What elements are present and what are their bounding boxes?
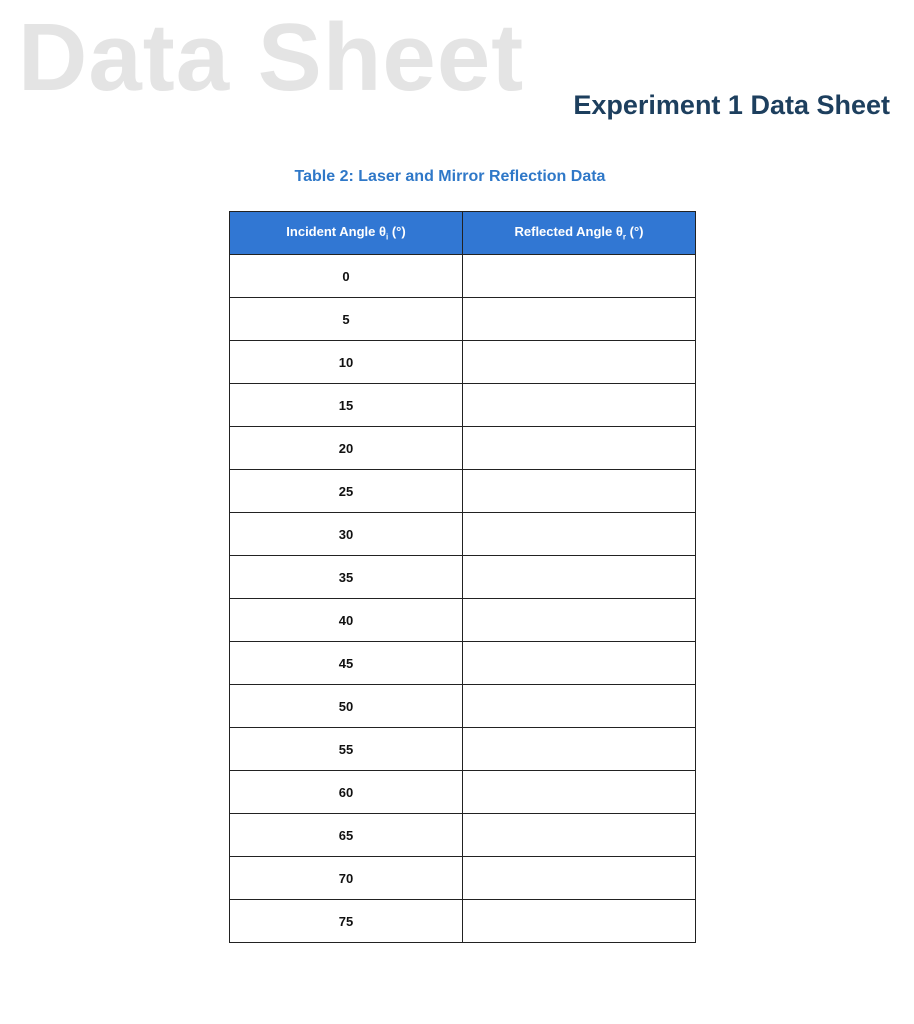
- reflected-angle-cell[interactable]: [463, 857, 696, 900]
- table-row: [230, 771, 696, 814]
- reflected-angle-cell[interactable]: [463, 556, 696, 599]
- incident-angle-cell: 40: [230, 599, 463, 642]
- reflected-angle-cell[interactable]: [463, 642, 696, 685]
- incident-angle-header: [230, 212, 463, 255]
- reflected-angle-cell[interactable]: [463, 384, 696, 427]
- incident-header-unit: (°): [388, 224, 406, 240]
- table-row: [230, 814, 696, 857]
- reflected-header-prefix: Reflected Angle θ: [514, 224, 623, 240]
- reflected-angle-cell[interactable]: [463, 771, 696, 814]
- incident-angle-cell: 30: [230, 513, 463, 556]
- incident-angle-cell: 75: [230, 900, 463, 943]
- reflected-angle-cell[interactable]: [463, 298, 696, 341]
- incident-angle-cell: 65: [230, 814, 463, 857]
- table-row: [230, 513, 696, 556]
- table-row: [230, 384, 696, 427]
- incident-angle-cell: 50: [230, 685, 463, 728]
- table-row: [230, 298, 696, 341]
- incident-angle-cell: 5: [230, 298, 463, 341]
- reflected-angle-cell[interactable]: [463, 470, 696, 513]
- reflected-angle-cell[interactable]: [463, 685, 696, 728]
- incident-angle-cell: 55: [230, 728, 463, 771]
- incident-angle-cell: 35: [230, 556, 463, 599]
- watermark-text: Data Sheet: [18, 4, 525, 111]
- incident-angle-cell: 20: [230, 427, 463, 470]
- page-title: Experiment 1 Data Sheet: [573, 90, 890, 120]
- incident-angle-cell: 60: [230, 771, 463, 814]
- incident-angle-cell: 25: [230, 470, 463, 513]
- reflected-header-subscript: r: [622, 232, 627, 242]
- incident-header-prefix: Incident Angle θ: [286, 224, 386, 240]
- reflected-angle-cell[interactable]: [463, 255, 696, 298]
- reflected-angle-cell[interactable]: [463, 427, 696, 470]
- table-row: [230, 255, 696, 298]
- reflected-angle-cell[interactable]: [463, 513, 696, 556]
- reflected-angle-cell[interactable]: [463, 900, 696, 943]
- table-row: [230, 900, 696, 943]
- table-row: [230, 857, 696, 900]
- incident-angle-cell: 10: [230, 341, 463, 384]
- table-row: [230, 470, 696, 513]
- incident-header-subscript: i: [386, 232, 389, 242]
- reflection-data-table: [229, 211, 696, 943]
- table-caption: Table 2: Laser and Mirror Reflection Data: [294, 168, 606, 185]
- table-header-row: [230, 212, 696, 255]
- incident-angle-cell: 45: [230, 642, 463, 685]
- table-row: [230, 685, 696, 728]
- reflected-angle-cell[interactable]: [463, 814, 696, 857]
- table-row: [230, 556, 696, 599]
- table-row: [230, 642, 696, 685]
- table-row: [230, 427, 696, 470]
- incident-angle-cell: 15: [230, 384, 463, 427]
- incident-angle-cell: 70: [230, 857, 463, 900]
- reflected-angle-cell[interactable]: [463, 599, 696, 642]
- reflected-angle-cell[interactable]: [463, 341, 696, 384]
- incident-angle-cell: 0: [230, 255, 463, 298]
- reflected-angle-cell[interactable]: [463, 728, 696, 771]
- reflected-angle-header: [463, 212, 696, 255]
- table-row: [230, 599, 696, 642]
- table-row: [230, 728, 696, 771]
- table-row: [230, 341, 696, 384]
- reflected-header-unit: (°): [626, 224, 644, 240]
